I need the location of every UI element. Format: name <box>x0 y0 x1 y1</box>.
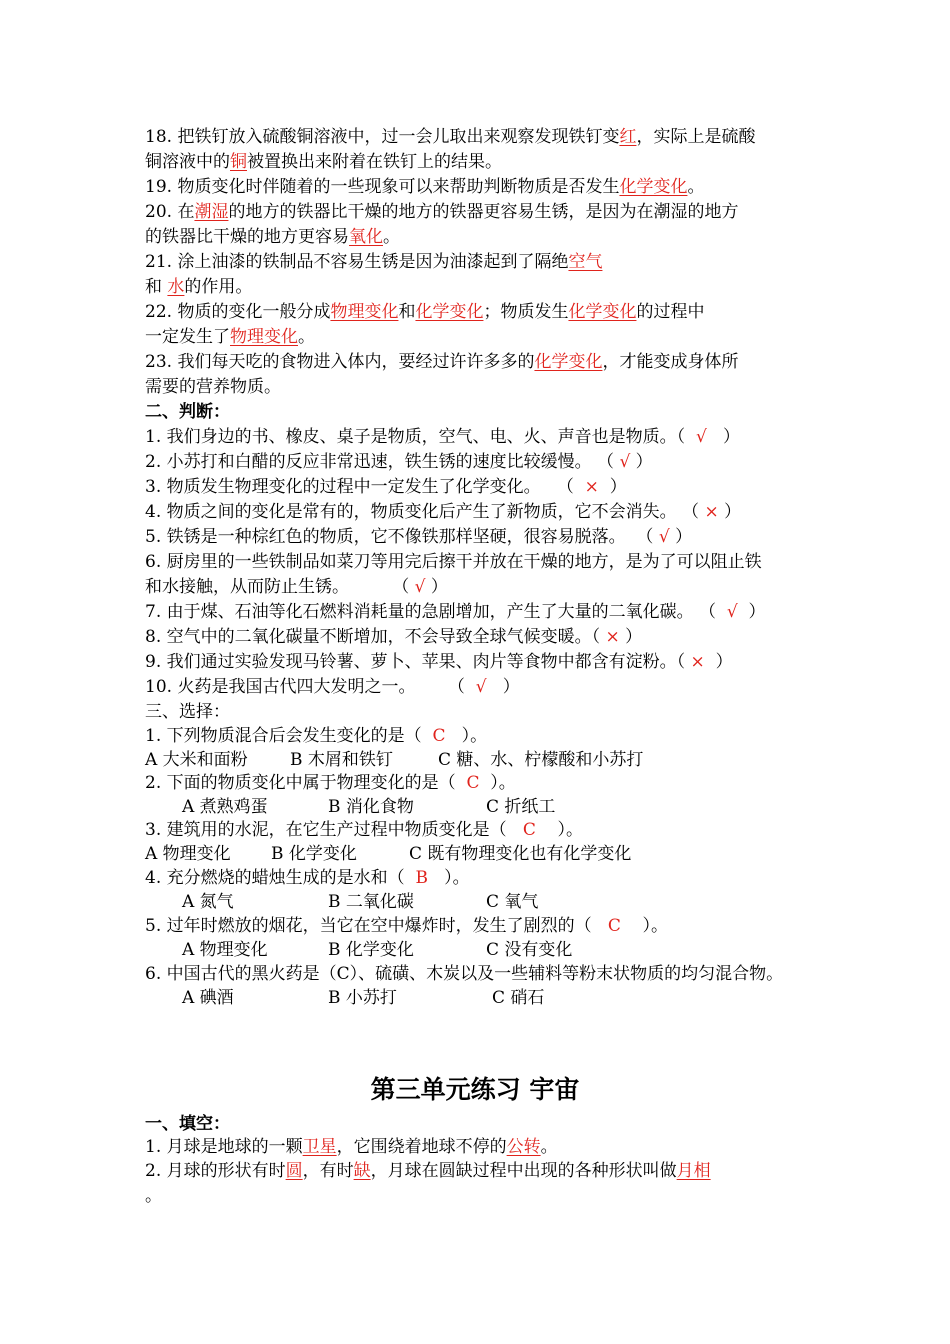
option-a: A 煮熟鸡蛋 <box>182 797 268 817</box>
answer-letter: C <box>466 773 480 793</box>
judge-item-1: 1. 我们身边的书、橡皮、桌子是物质，空气、电、火、声音也是物质。（ √ ） <box>145 427 740 447</box>
u3-q1-text: 1. 月球是地球的一颗 <box>145 1137 303 1157</box>
choice-q6 <box>145 962 783 986</box>
u3-q2-text-2: ，有时 <box>302 1161 354 1181</box>
fill-q22-line1 <box>145 300 704 324</box>
fill-q18-line1 <box>145 125 755 149</box>
q20-text: 20. 在 <box>145 202 195 222</box>
judge-item-3: 3. 物质发生物理变化的过程中一定发生了化学变化。 （ × ） <box>145 477 627 497</box>
check-mark: √ <box>619 452 631 472</box>
option-b: B 小苏打 <box>328 988 397 1008</box>
question-text: 2. 下面的物质变化中属于物理变化的是（ <box>145 773 456 793</box>
unit-title: 第三单元练习 宇宙 <box>370 1075 580 1104</box>
u3-q2-text-3: ，月球在圆缺过程中出现的各种形状叫做 <box>370 1161 677 1181</box>
option-c: C 硝石 <box>492 988 545 1008</box>
fill-q18-line2 <box>145 150 502 174</box>
check-mark: √ <box>658 527 670 547</box>
choice-q1-options <box>145 748 644 772</box>
choice-q2 <box>145 771 516 795</box>
judge-item-2: 2. 小苏打和白醋的反应非常迅速，铁生锈的速度比较缓慢。 （ √ ） <box>145 452 653 472</box>
q21-answer-1: 空气 <box>568 252 603 272</box>
option-b: B 化学变化 <box>328 940 414 960</box>
question-text: 4. 充分燃烧的蜡烛生成的是水和（ <box>145 868 405 888</box>
answer-letter: C <box>432 726 446 746</box>
fill-q20-line2 <box>145 225 400 249</box>
question-text: 5. 过年时燃放的烟花，当它在空中爆炸时，发生了剧烈的（ <box>145 916 592 936</box>
u3-q1-answer-2: 公转 <box>506 1137 541 1157</box>
u3-q2-text-4: 。 <box>145 1186 162 1206</box>
choice-q4-options <box>182 890 539 914</box>
answer-letter: C <box>522 820 536 840</box>
fill-q23-line2 <box>145 375 281 399</box>
fill-q23-line1 <box>145 350 738 374</box>
judge-item-text: 6. 厨房里的一些铁制品如菜刀等用完后擦干并放在干燥的地方，是为了可以阻止铁 <box>145 552 762 572</box>
judge-item-text: 7. 由于煤、石油等化石燃料消耗量的急剧增加，产生了大量的二氧化碳。 <box>145 602 694 622</box>
check-mark: √ <box>695 427 707 447</box>
question-end: ）。 <box>490 773 516 793</box>
q21-text-3: 的作用。 <box>184 277 253 297</box>
q22-text-6: 。 <box>298 327 315 347</box>
judge-item-8: 8. 空气中的二氧化碳量不断增加，不会导致全球气候变暖。（ × ） <box>145 627 643 647</box>
unit3-q2-line2 <box>145 1184 162 1208</box>
q22-text-5: 一定发生了 <box>145 327 230 347</box>
judge-item-text: 9. 我们通过实验发现马铃薯、萝卜、苹果、肉片等食物中都含有淀粉。 <box>145 652 677 672</box>
judge-item-text: 和水接触，从而防止生锈。 <box>145 577 349 597</box>
q18-answer-1: 红 <box>619 127 637 147</box>
option-a: A 大米和面粉 <box>145 750 248 770</box>
unit3-heading: 一、填空： <box>145 1114 230 1134</box>
judge-item-text: 8. 空气中的二氧化碳量不断增加，不会导致全球气候变暖。 <box>145 627 592 647</box>
judge-item-7: 7. 由于煤、石油等化石燃料消耗量的急剧增加，产生了大量的二氧化碳。 （ √ ） <box>145 602 766 622</box>
q21-text: 21. 涂上油漆的铁制品不容易生锈是因为油漆起到了隔绝 <box>145 252 569 272</box>
q23-text-2: ，才能变成身体所 <box>602 352 739 372</box>
q21-text-2: 和 <box>145 277 162 297</box>
question-end: ）。 <box>557 820 583 840</box>
fill-q19 <box>145 175 704 199</box>
choice-q6-options <box>182 986 545 1010</box>
q23-text-3: 需要的营养物质。 <box>145 377 281 397</box>
q23-text: 23. 我们每天吃的食物进入体内，要经过许许多多的 <box>145 352 535 372</box>
question-end: ）。 <box>642 916 668 936</box>
check-mark: √ <box>414 577 426 597</box>
judge-item-text: 10. 火药是我国古代四大发明之一。 <box>145 677 416 697</box>
q22-answer-2: 化学变化 <box>415 302 484 322</box>
option-c: C 没有变化 <box>486 940 573 960</box>
option-a: A 物理变化 <box>145 844 231 864</box>
option-b: B 木屑和铁钉 <box>290 750 393 770</box>
option-a: A 氮气 <box>182 892 234 912</box>
choice-q2-options <box>182 795 556 819</box>
u3-q2-answer-2: 缺 <box>353 1161 371 1181</box>
unit3-q2-line1 <box>145 1159 711 1183</box>
judge-item-9: 9. 我们通过实验发现马铃薯、萝卜、苹果、肉片等食物中都含有淀粉。（ × ） <box>145 652 733 672</box>
answer-letter: B <box>415 868 428 888</box>
q22-text: 22. 物质的变化一般分成 <box>145 302 331 322</box>
option-c: C 折纸工 <box>486 797 556 817</box>
judge-item-4: 4. 物质之间的变化是常有的，物质变化后产生了新物质，它不会消失。 （ × ） <box>145 502 742 522</box>
judge-item-text: 5. 铁锈是一种棕红色的物质，它不像铁那样坚硬，很容易脱落。 <box>145 527 626 547</box>
option-c: C 氧气 <box>486 892 539 912</box>
judge-item-10: 10. 火药是我国古代四大发明之一。 （ √ ） <box>145 677 520 697</box>
option-c: C 糖、水、柠檬酸和小苏打 <box>438 750 644 770</box>
option-b: B 化学变化 <box>271 844 357 864</box>
fill-q21-line2 <box>145 275 252 299</box>
u3-q1-text-3: 。 <box>540 1137 558 1157</box>
q20-answer-2: 氧化 <box>349 227 383 247</box>
q18-answer-2: 铜 <box>230 152 247 172</box>
check-mark: √ <box>726 602 738 622</box>
q20-text-4: 。 <box>383 227 400 247</box>
u3-q2-text: 2. 月球的形状有时 <box>145 1161 286 1181</box>
question-text: 6. 中国古代的黑火药是（C）、硫磺、木炭以及一些辅料等粉末状物质的均匀混合物。 <box>145 964 784 984</box>
choice-heading: 三、选择： <box>145 702 230 722</box>
question-text: 3. 建筑用的水泥，在它生产过程中物质变化是（ <box>145 820 507 840</box>
q22-answer-3: 化学变化 <box>568 302 637 322</box>
answer-letter: C <box>607 916 621 936</box>
question-end: ）。 <box>444 868 470 888</box>
cross-mark: × <box>584 477 599 497</box>
choice-q1 <box>145 724 487 748</box>
q22-text-2: 和 <box>398 302 416 322</box>
q22-answer-1: 物理变化 <box>330 302 399 322</box>
u3-q1-text-2: ，它围绕着地球不停的 <box>336 1137 507 1157</box>
q22-text-4: 的过程中 <box>636 302 705 322</box>
fill-q22-line2 <box>145 325 315 349</box>
fill-q21-line1 <box>145 250 602 274</box>
check-mark: √ <box>475 677 487 697</box>
choice-q3 <box>145 818 583 842</box>
q18-text-3: 铜溶液中的 <box>145 152 230 172</box>
q20-text-2: 的地方的铁器比干燥的地方的铁器更容易生锈，是因为在潮湿的地方 <box>228 202 739 222</box>
fill-q20-line1 <box>145 200 738 224</box>
q22-text-3: ；物质发生 <box>483 302 569 322</box>
cross-mark: × <box>704 502 719 522</box>
unit3-q1 <box>145 1135 558 1159</box>
judge-item-6-line1 <box>145 550 762 574</box>
q21-answer-2: 水 <box>167 277 185 297</box>
q20-answer-1: 潮湿 <box>194 202 229 222</box>
question-text: 1. 下列物质混合后会发生变化的是（ <box>145 726 422 746</box>
option-c: C 既有物理变化也有化学变化 <box>409 844 632 864</box>
u3-q2-answer-3: 月相 <box>676 1161 711 1181</box>
question-end: ）。 <box>461 726 488 746</box>
q19-answer: 化学变化 <box>619 177 688 197</box>
option-b: B 消化食物 <box>328 797 414 817</box>
option-a: A 碘酒 <box>182 988 234 1008</box>
judge-item-text: 2. 小苏打和白醋的反应非常迅速，铁生锈的速度比较缓慢。 <box>145 452 592 472</box>
u3-q2-answer-1: 圆 <box>285 1161 303 1181</box>
q22-answer-4: 物理变化 <box>230 327 298 347</box>
option-a: A 物理变化 <box>182 940 268 960</box>
q20-text-3: 的铁器比干燥的地方更容易 <box>145 227 349 247</box>
judge-item-6-line2: 和水接触，从而防止生锈。 （ √ ） <box>145 577 448 597</box>
q19-text: 19. 物质变化时伴随着的一些现象可以来帮助判断物质是否发生 <box>145 177 620 197</box>
option-b: B 二氧化碳 <box>328 892 414 912</box>
judge-item-text: 3. 物质发生物理变化的过程中一定发生了化学变化。 <box>145 477 541 497</box>
judge-item-text: 4. 物质之间的变化是常有的，物质变化后产生了新物质，它不会消失。 <box>145 502 677 522</box>
u3-q1-answer-1: 卫星 <box>302 1137 337 1157</box>
q18-text: 18. 把铁钉放入硫酸铜溶液中，过一会儿取出来观察发现铁钉变 <box>145 127 620 147</box>
q19-text-2: 。 <box>687 177 705 197</box>
cross-mark: × <box>690 652 705 672</box>
choice-q5 <box>145 914 668 938</box>
choice-q5-options <box>182 938 573 962</box>
q18-text-2: ，实际上是硫酸 <box>636 127 756 147</box>
choice-q3-options <box>145 842 632 866</box>
cross-mark: × <box>605 627 620 647</box>
choice-q4 <box>145 866 470 890</box>
q23-answer: 化学变化 <box>534 352 603 372</box>
judge-heading: 二、判断： <box>145 402 230 422</box>
q18-text-4: 被置换出来附着在铁钉上的结果。 <box>247 152 502 172</box>
judge-item-5: 5. 铁锈是一种棕红色的物质，它不像铁那样坚硬，很容易脱落。 （ √ ） <box>145 527 693 547</box>
judge-item-text: 1. 我们身边的书、橡皮、桌子是物质，空气、电、火、声音也是物质。 <box>145 427 677 447</box>
